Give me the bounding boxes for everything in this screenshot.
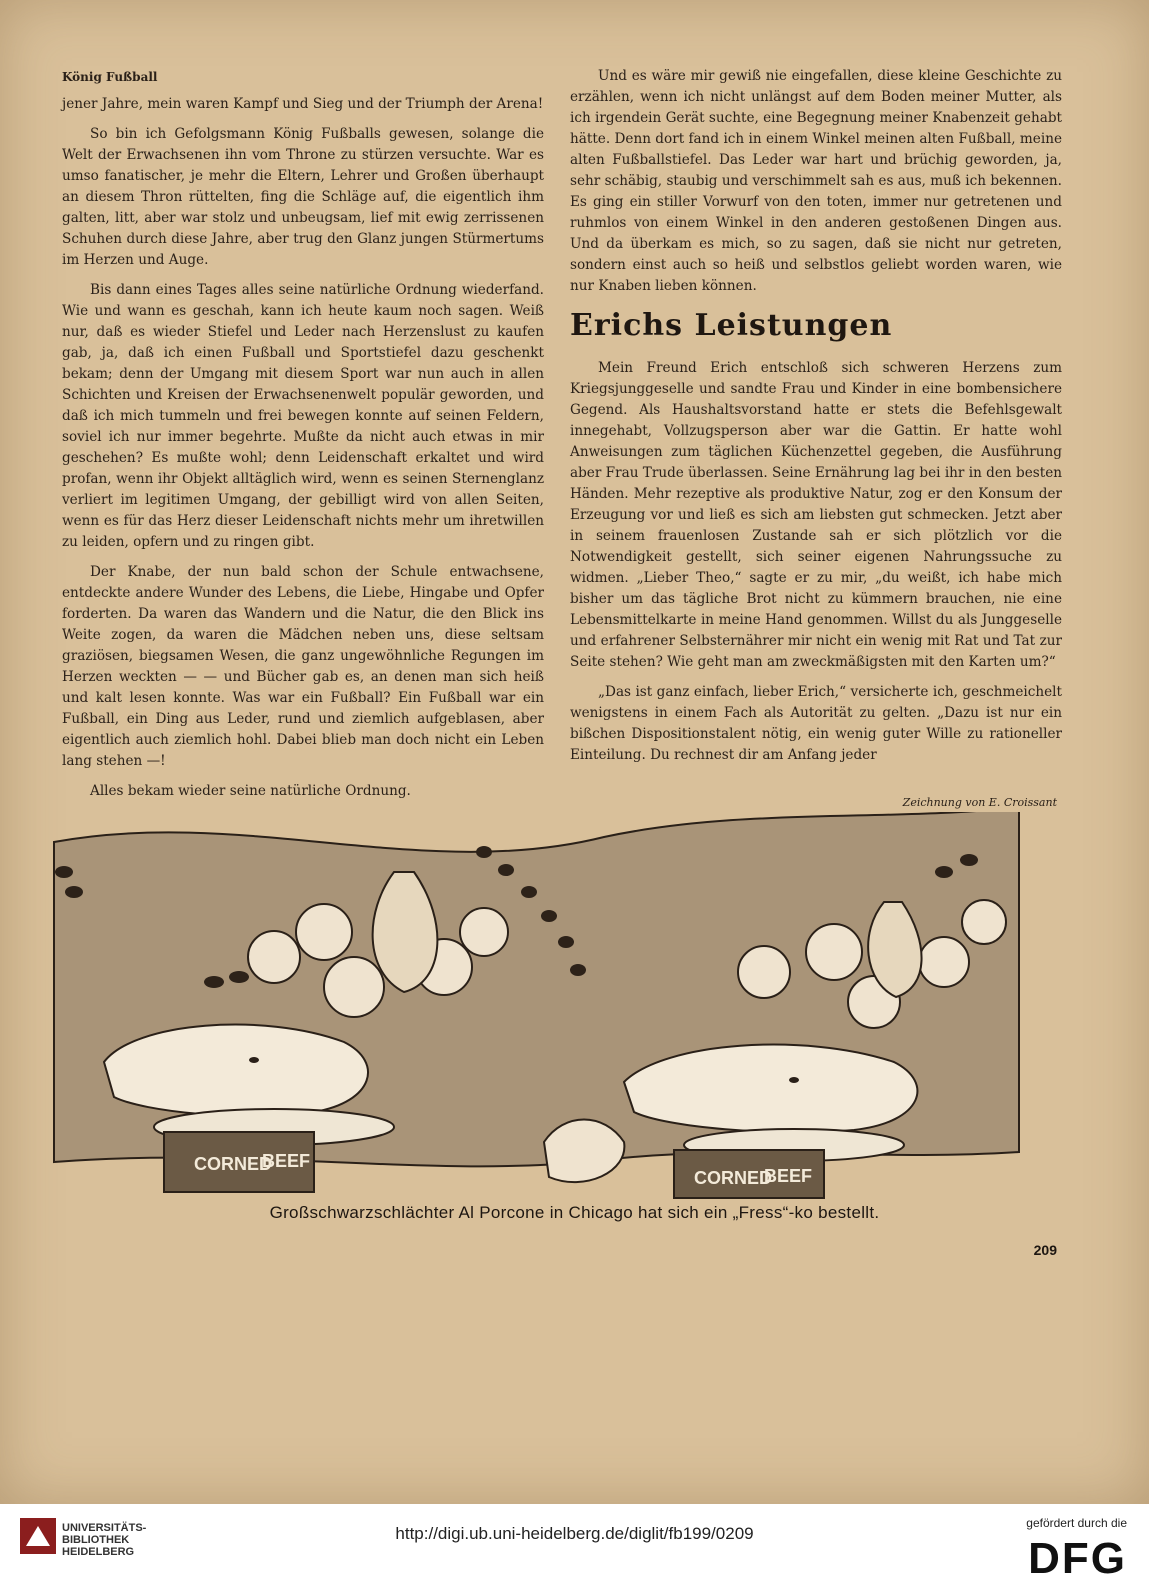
- paragraph: Bis dann eines Tages alles seine natürliche Ordnung wiederfand. Wie und wann es geschah, kann ich heute kaum noch sagen. Weiß nur, daß es wieder Stiefel und Leder nach Herzenslust zu kaufen gab, ja, daß ich einen Fußball und Sportstiefel dazu geschenkt bekam; denn der Umgang mit diesem Sport war nun auch in allen Schichten und Kreisen der Erwachsenenwelt populär geworden, und daß ich mich tummeln und frei bewegen konnte auf seinen Feldern, soviel ich nur immer begehrte. Mußte da nicht auch etwas in mir geschehen? Es mußte wohl; denn Leidenschaft erkaltet und wird profan, wenn ihr Objekt alltäglich wird, wenn es seinen Sternenglanz verliert im legitimen Umgang, der gebilligt wird von allen Seiten, wenn es für das Herz dieser Leidenschaft nichts mehr um ihretwillen zu leiden, opfern und zu ringen gibt.: [62, 282, 544, 550]
- illustration-credit: Zeichnung von E. Croissant: [902, 796, 1057, 809]
- cartoon-illustration: [44, 812, 1052, 1202]
- right-column-top: [570, 66, 1062, 297]
- left-column: [62, 94, 544, 802]
- paragraph: Alles bekam wieder seine natürliche Ordnung.: [90, 783, 411, 799]
- permalink-url[interactable]: http://digi.ub.uni-heidelberg.de/diglit/fb199/0209: [395, 1524, 754, 1543]
- footer-bar: [0, 1504, 1149, 1594]
- can-label: BEEF: [764, 1166, 813, 1186]
- funding-note: gefördert durch die: [1026, 1516, 1127, 1530]
- ham-bone: [544, 1120, 624, 1183]
- can-label: CORNED: [694, 1168, 773, 1188]
- library-name: UNIVERSITÄTS- BIBLIOTHEK HEIDELBERG: [62, 1522, 147, 1558]
- paragraph: So bin ich Gefolgsmann König Fußballs gewesen, solange die Welt der Erwachsenen ihn vom Throne zu stürzen versuchte. War es umso fanatischer, je mehr die Eltern, Lehrer und Großen überhaupt an diesem Thron rüttelten, fing die Schläge auf, die eigentlich ihm galten, litt, aber war stolz und unbeugsam, lief mit ewig zerrissenen Schuhen durch diese Jahre, aber trug den Glanz jungen Stürmertums im Herzen und Auge.: [62, 126, 544, 268]
- can-label: CORNED: [194, 1154, 273, 1174]
- illustration-caption: Großschwarzschlächter Al Porcone in Chicago hat sich ein „Fress“-ko bestellt.: [269, 1203, 880, 1222]
- can-label: BEEF: [262, 1151, 311, 1171]
- right-column-bottom: [570, 358, 1062, 766]
- running-head: König Fußball: [62, 70, 158, 84]
- paragraph: jener Jahre, mein waren Kampf und Sieg und der Triumph der Arena!: [62, 96, 544, 112]
- paragraph: Mein Freund Erich entschloß sich schweren Herzens zum Kriegsjunggeselle und sandte Frau und Kinder in eine bombensichere Gegend. Als Haushaltsvorstand hatte er stets die Befehlsgewalt innegehabt, Vollzugsperson aber war die Gattin. Er hatte wohl Anweisungen zum täglichen Küchenzettel gegeben, die Ausführung aber Frau Trude überlassen. Seine Ernährung lag bei ihr in den besten Händen. Mehr rezeptive als produktive Natur, zog er den Konsum der Erzeugung vor und ließ es sich am liebsten gut schmecken. Jetzt aber in seinem frauenlosen Zustande sah er sich plötzlich vor die Notwendigkeit gestellt, sich seiner eigenen Nahrungssuche zu widmen. „Lieber Theo,“ sagte er zu mir, „du weißt, ich habe mich bisher um das tägliche Brot nicht zu kümmern brauchen, nie eine Lebensmittelkarte in meine Hand genommen. Willst du als Junggeselle und erfahrener Selbsternährer mir nicht ein wenig mit Rat und Tat zur Seite stehen? Wie geht man am zweckmäßigsten mit den Karten um?“: [570, 360, 1062, 670]
- article-heading: Erichs Leistungen: [570, 308, 893, 343]
- dfg-logo: DFG: [1028, 1534, 1127, 1583]
- page-number: 209: [1033, 1242, 1057, 1258]
- paragraph: Der Knabe, der nun bald schon der Schule entwachsene, entdeckte andere Wunder des Lebens, die Liebe, Hingabe und Opfer forderten. Da waren das Wandern und die Natur, die den Blick ins Weite zogen, da waren die Mädchen neben uns, diese seltsam graziösen, biegsamen Wesen, die ganz ungewöhnliche Regungen im Herzen weckten — — und Bücher gab es, an denen man sich heiß und kalt lesen konnte. Was war ein Fußball? Ein Fußball war ein Fußball, ein Ding aus Leder, rund und ziemlich aufgeblasen, aber eigentlich auch ziemlich hohl. Dabei blieb man doch nicht ein Leben lang stehen —!: [62, 564, 544, 769]
- paragraph: Und es wäre mir gewiß nie eingefallen, diese kleine Geschichte zu erzählen, wenn ich nicht unlängst auf dem Boden meiner Mutter, als ich irgendein Gerät suchte, eine Begegnung meiner Knabenzeit gehabt hätte. Denn dort fand ich in einem Winkel meinen alten Fußball, meine alten Fußballstiefel. Das Leder war hart und brüchig geworden, ja, sehr schäbig, staubig und verschimmelt sah es aus, muß ich bekennen. Es ging ein stiller Vorwurf von den toten, immer nur getretenen und ruhmlos von einem Winkel in den anderen gestoßenen Dingen aus. Und da überkam es mich, so zu sagen, daß sie nicht nur getreten, sondern einst auch so heiß und selbstlos geliebt worden waren, wie nur Knaben lieben können.: [570, 68, 1062, 294]
- paragraph: „Das ist ganz einfach, lieber Erich,“ versicherte ich, geschmeichelt wenigstens in einem Fach als Autorität zu gelten. „Dazu ist nur ein bißchen Dispositionstalent nötig, ein wenig guter Wille zu rationeller Einteilung. Du rechnest dir am Anfang jeder: [570, 684, 1062, 763]
